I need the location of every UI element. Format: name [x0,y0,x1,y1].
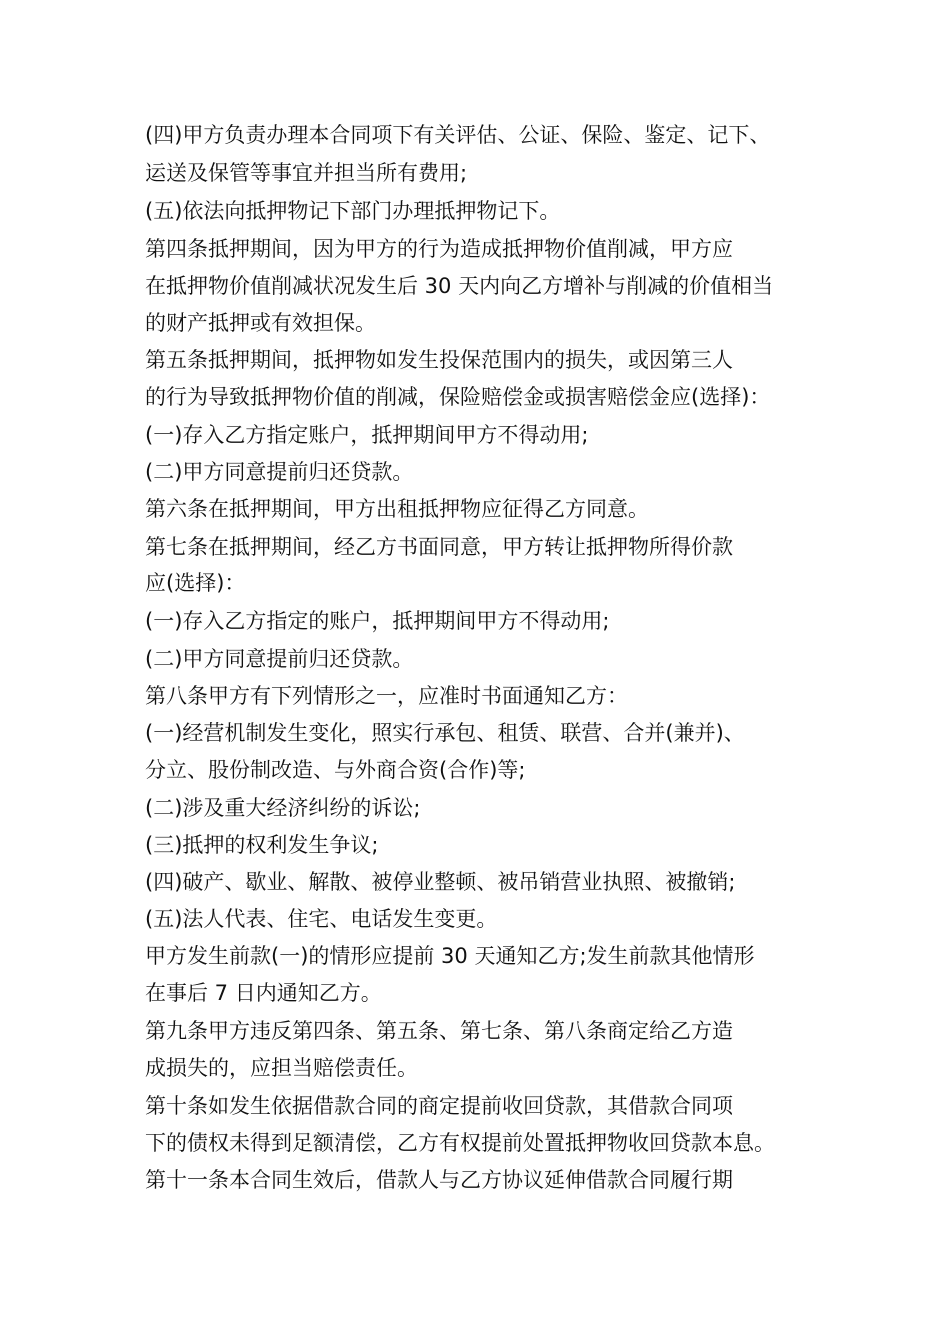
text-line: 第十条如发生依据借款合同的商定提前收回贷款，其借款合同项 [145,1094,733,1118]
text-line: (一)存入乙方指定账户，抵押期间甲方不得动用; [145,423,589,447]
text-line: (二)甲方同意提前归还贷款。 [145,460,414,484]
text-line: 第五条抵押期间，抵押物如发生投保范围内的损失，或因第三人 [145,348,733,372]
text-line: (四)破产、歇业、解散、被停业整顿、被吊销营业执照、被撤销; [145,870,736,894]
text-line: 第九条甲方违反第四条、第五条、第七条、第八条商定给乙方造 [145,1019,733,1043]
text-line: 第七条在抵押期间，经乙方书面同意，甲方转让抵押物所得价款 [145,535,733,559]
text-line: (一)经营机制发生变化，照实行承包、租赁、联营、合并(兼并)、 [145,721,745,745]
text-line: (二)涉及重大经济纠纷的诉讼; [145,796,421,820]
text-line: 第四条抵押期间，因为甲方的行为造成抵押物价值削减，甲方应 [145,237,733,261]
text-line: 的财产抵押或有效担保。 [145,311,376,335]
text-line: 的行为导致抵押物价值的削减，保险赔偿金或损害赔偿金应(选择)： [145,385,771,409]
text-line: 在事后 7 日内通知乙方。 [145,981,382,1005]
text-line: 第十一条本合同生效后，借款人与乙方协议延伸借款合同履行期 [145,1168,733,1192]
text-line: (五)法人代表、住宅、电话发生变更。 [145,907,498,931]
text-line: 第六条在抵押期间，甲方出租抵押物应征得乙方同意。 [145,497,649,521]
text-line: (二)甲方同意提前归还贷款。 [145,647,414,671]
text-line: 第八条甲方有下列情形之一，应准时书面通知乙方： [145,684,628,708]
text-line: 在抵押物价值削减状况发生后 30 天内向乙方增补与削减的价值相当 [145,274,774,298]
text-line: 甲方发生前款(一)的情形应提前 30 天通知乙方;发生前款其他情形 [145,944,755,968]
text-line: 下的债权未得到足额清偿，乙方有权提前处置抵押物收回贷款本息。 [145,1131,775,1155]
text-line: 分立、股份制改造、与外商合资(合作)等; [145,758,526,782]
text-line: (一)存入乙方指定的账户，抵押期间甲方不得动用; [145,609,610,633]
text-line: 应(选择)： [145,571,246,595]
text-line: 运送及保管等事宜并担当所有费用; [145,161,468,185]
text-line: (四)甲方负责办理本合同项下有关评估、公证、保险、鉴定、记下、 [145,123,771,147]
text-line: 成损失的，应担当赔偿责任。 [145,1056,418,1080]
text-line: (三)抵押的权利发生争议; [145,833,379,857]
text-line: (五)依法向抵押物记下部门办理抵押物记下。 [145,199,561,223]
